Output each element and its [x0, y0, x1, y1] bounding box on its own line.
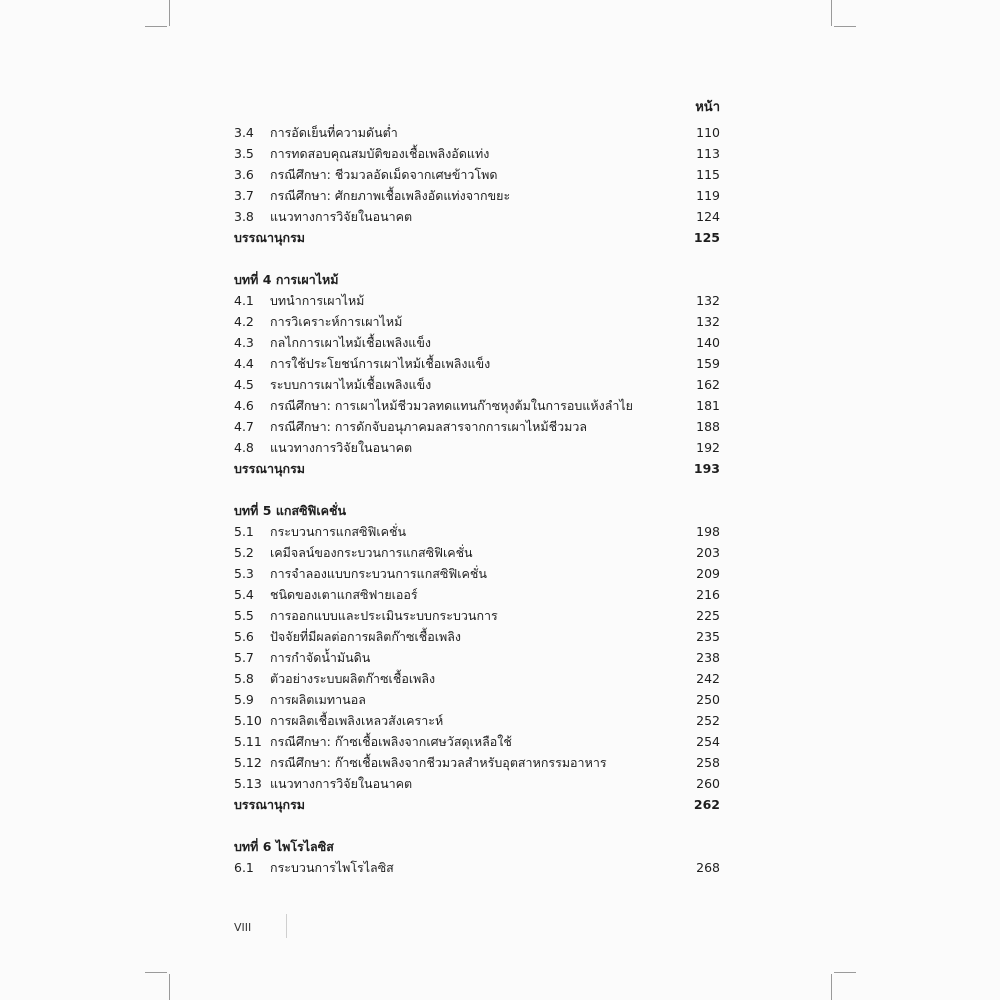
- toc-entry-number: 4.5: [234, 376, 254, 392]
- toc-entry-title: การจำลองแบบกระบวนการแกสซิฟิเคชั่น: [270, 565, 487, 581]
- crop-mark: [831, 974, 832, 1000]
- toc-entry-title: กลไกการเผาไหม้เชื้อเพลิงแข็ง: [270, 334, 432, 350]
- toc-entry-number: 5.7: [234, 649, 254, 665]
- toc-entry-number: 4.2: [234, 313, 254, 329]
- toc-entry-label: [234, 564, 487, 584]
- toc-entry-number: 5.1: [234, 523, 254, 539]
- crop-mark: [834, 26, 856, 27]
- toc-entry-number: 3.7: [234, 187, 254, 203]
- toc-entry-page: 110: [696, 125, 720, 140]
- toc-entry-title: บทนำการเผาไหม้: [270, 292, 365, 308]
- toc-entry: [234, 311, 720, 332]
- toc-entry-title: กระบวนการแกสซิฟิเคชั่น: [270, 523, 407, 539]
- toc-entry-label: [234, 396, 633, 416]
- toc-entry: [234, 374, 720, 395]
- crop-mark: [145, 972, 167, 973]
- toc-entry-label: [234, 438, 412, 458]
- toc-entry-page: 238: [696, 650, 720, 665]
- toc-entry-number: 3.5: [234, 145, 254, 161]
- toc-entry-number: 5.3: [234, 565, 254, 581]
- toc-entry-page: 119: [696, 188, 720, 203]
- crop-mark: [169, 974, 170, 1000]
- toc-entry-number: 4.1: [234, 292, 254, 308]
- toc-entry: [234, 332, 720, 353]
- toc-entry: [234, 290, 720, 311]
- toc-entry-page: 140: [696, 335, 720, 350]
- toc-entry-label: [234, 333, 431, 353]
- toc-entry-title: กรณีศึกษา: ก๊าซเชื้อเพลิงจากชีวมวลสำหรับอุตสาหกรรมอาหาร: [270, 754, 607, 770]
- toc-entry-page: 181: [696, 398, 720, 413]
- toc-entry-label: [234, 291, 364, 311]
- toc-entry-title: กรณีศึกษา: ศักยภาพเชื้อเพลิงอัดแท่งจากขยะ: [270, 187, 511, 203]
- bibliography-title: บรรณานุกรม: [234, 460, 306, 476]
- toc-entry-number: 3.6: [234, 166, 254, 182]
- toc-entry-number: 4.4: [234, 355, 254, 371]
- toc-entry: [234, 605, 720, 626]
- toc-entry-label: [234, 312, 402, 332]
- toc-entry-page: 192: [696, 440, 720, 455]
- bibliography-title: บรรณานุกรม: [234, 796, 306, 812]
- toc-entry-page: 124: [696, 209, 720, 224]
- bibliography-entry: [234, 794, 720, 815]
- bibliography-page: 193: [693, 461, 720, 476]
- toc-entry-title: การผลิตเชื้อเพลิงเหลวสังเคราะห์: [270, 712, 444, 728]
- toc-entry-title: กรณีศึกษา: การเผาไหม้ชีวมวลทดแทนก๊าซหุงต้มในการอบแห้งลำไย: [270, 397, 633, 413]
- toc-entry-title: การออกแบบและประเมินระบบกระบวนการ: [270, 607, 498, 623]
- toc-entry-number: 5.5: [234, 607, 254, 623]
- toc-entry-label: [234, 207, 412, 227]
- folio-divider: [286, 914, 287, 938]
- toc-entry-title: การกำจัดน้ำมันดิน: [270, 649, 371, 665]
- toc-entry-number: 3.4: [234, 124, 254, 140]
- toc-entry-title: การใช้ประโยชน์การเผาไหม้เชื้อเพลิงแข็ง: [270, 355, 491, 371]
- crop-mark: [834, 972, 856, 973]
- toc-entry: [234, 752, 720, 773]
- toc-entry-page: 209: [696, 566, 720, 581]
- toc-entry-page: 115: [696, 167, 720, 182]
- toc-entry-title: การวิเคราะห์การเผาไหม้: [270, 313, 403, 329]
- toc-entry-label: [234, 144, 489, 164]
- toc-entry-label: [234, 753, 607, 773]
- toc-entry-number: 5.4: [234, 586, 254, 602]
- toc-entry-label: [234, 732, 512, 752]
- toc-entry-label: [234, 606, 498, 626]
- toc-entry-title: แนวทางการวิจัยในอนาคต: [270, 775, 413, 791]
- toc-entry-title: ชนิดของเตาแกสซิฟายเออร์: [270, 586, 418, 602]
- toc-entry-label: [234, 522, 406, 542]
- toc-entry-page: 113: [696, 146, 720, 161]
- toc-entry-label: [234, 648, 370, 668]
- toc-entry-label: [234, 186, 510, 206]
- toc-entry-number: 5.11: [234, 733, 262, 749]
- toc-entry-title: กรณีศึกษา: ก๊าซเชื้อเพลิงจากเศษวัสดุเหลือใช้: [270, 733, 512, 749]
- toc-entry: [234, 122, 720, 143]
- toc-entry-page: 159: [696, 356, 720, 371]
- chapter-heading: บทที่ 5 แกสซิฟิเคชั่น: [234, 502, 347, 518]
- toc-entry-title: แนวทางการวิจัยในอนาคต: [270, 208, 413, 224]
- toc-entry-label: [234, 627, 461, 647]
- toc-entry-label: [234, 690, 366, 710]
- toc-entry-title: ระบบการเผาไหม้เชื้อเพลิงแข็ง: [270, 376, 432, 392]
- toc-entry-title: กรณีศึกษา: ชีวมวลอัดเม็ดจากเศษข้าวโพด: [270, 166, 498, 182]
- toc-entry: [234, 857, 720, 878]
- toc-entry: [234, 542, 720, 563]
- toc-entry-page: 258: [696, 755, 720, 770]
- chapter-heading: บทที่ 4 การเผาไหม้: [234, 271, 339, 287]
- toc-entry-label: [234, 585, 418, 605]
- toc-entry-title: แนวทางการวิจัยในอนาคต: [270, 439, 413, 455]
- toc-entry: [234, 164, 720, 185]
- toc-entry: [234, 584, 720, 605]
- toc-entry-label: [234, 417, 587, 437]
- toc-entry: [234, 206, 720, 227]
- table-of-contents: [234, 122, 720, 878]
- toc-entry-number: 5.13: [234, 775, 262, 791]
- bibliography-title: บรรณานุกรม: [234, 229, 306, 245]
- toc-entry-number: 5.8: [234, 670, 254, 686]
- toc-entry-page: 254: [696, 734, 720, 749]
- toc-entry-page: 268: [696, 860, 720, 875]
- toc-entry: [234, 710, 720, 731]
- toc-entry-number: 3.8: [234, 208, 254, 224]
- toc-entry: [234, 437, 720, 458]
- toc-entry-page: 250: [696, 692, 720, 707]
- toc-entry-title: การทดสอบคุณสมบัติของเชื้อเพลิงอัดแท่ง: [270, 145, 490, 161]
- toc-entry-number: 4.7: [234, 418, 254, 434]
- toc-entry: [234, 773, 720, 794]
- toc-entry-page: 162: [696, 377, 720, 392]
- toc-entry-page: 216: [696, 587, 720, 602]
- toc-entry-page: 188: [696, 419, 720, 434]
- page-column-label: หน้า: [695, 100, 720, 115]
- toc-entry-title: เคมีจลน์ของกระบวนการแกสซิฟิเคชั่น: [270, 544, 473, 560]
- toc-entry-title: การอัดเย็นที่ความดันต่ำ: [270, 124, 398, 140]
- toc-entry-label: [234, 543, 473, 563]
- toc-entry-page: 242: [696, 671, 720, 686]
- toc-entry-page: 252: [696, 713, 720, 728]
- toc-entry-label: [234, 375, 431, 395]
- toc-entry-page: 203: [696, 545, 720, 560]
- toc-entry-number: 4.8: [234, 439, 254, 455]
- toc-entry: [234, 647, 720, 668]
- toc-entry-number: 6.1: [234, 859, 254, 875]
- toc-entry: [234, 416, 720, 437]
- toc-entry-number: 5.10: [234, 712, 262, 728]
- toc-entry-label: [234, 354, 490, 374]
- toc-entry-title: ตัวอย่างระบบผลิตก๊าซเชื้อเพลิง: [270, 670, 436, 686]
- toc-entry-label: [234, 711, 443, 731]
- chapter-heading: บทที่ 6 ไพโรไลซิส: [234, 838, 334, 854]
- toc-entry-page: 235: [696, 629, 720, 644]
- toc-entry-page: 132: [696, 314, 720, 329]
- toc-entry: [234, 731, 720, 752]
- toc-entry-title: กรณีศึกษา: การดักจับอนุภาคมลสารจากการเผาไหม้ชีวมวล: [270, 418, 588, 434]
- toc-entry-title: กระบวนการไพโรไลซิส: [270, 859, 394, 875]
- toc-entry-number: 5.6: [234, 628, 254, 644]
- toc-entry: [234, 353, 720, 374]
- toc-entry-title: ปัจจัยที่มีผลต่อการผลิตก๊าซเชื้อเพลิง: [270, 628, 462, 644]
- toc-entry: [234, 626, 720, 647]
- toc-entry: [234, 185, 720, 206]
- toc-entry: [234, 668, 720, 689]
- toc-entry-number: 5.12: [234, 754, 262, 770]
- bibliography-entry: [234, 458, 720, 479]
- toc-entry-page: 132: [696, 293, 720, 308]
- crop-mark: [169, 0, 170, 26]
- toc-entry-number: 5.9: [234, 691, 254, 707]
- toc-entry-title: การผลิตเมทานอล: [270, 691, 366, 707]
- bibliography-page: 262: [693, 797, 720, 812]
- toc-entry-page: 225: [696, 608, 720, 623]
- toc-entry-label: [234, 123, 398, 143]
- toc-entry: [234, 563, 720, 584]
- bibliography-page: 125: [693, 230, 720, 245]
- toc-entry: [234, 143, 720, 164]
- bibliography-entry: [234, 227, 720, 248]
- toc-entry-label: [234, 165, 498, 185]
- toc-entry: [234, 521, 720, 542]
- toc-entry-page: 260: [696, 776, 720, 791]
- toc-entry: [234, 395, 720, 416]
- toc-entry: [234, 689, 720, 710]
- toc-entry-page: 198: [696, 524, 720, 539]
- toc-entry-label: [234, 858, 394, 878]
- toc-entry-number: 5.2: [234, 544, 254, 560]
- toc-entry-number: 4.3: [234, 334, 254, 350]
- crop-mark: [831, 0, 832, 26]
- folio-number: VIII: [234, 921, 252, 934]
- toc-entry-label: [234, 669, 435, 689]
- toc-entry-number: 4.6: [234, 397, 254, 413]
- toc-entry-label: [234, 774, 412, 794]
- crop-mark: [145, 26, 167, 27]
